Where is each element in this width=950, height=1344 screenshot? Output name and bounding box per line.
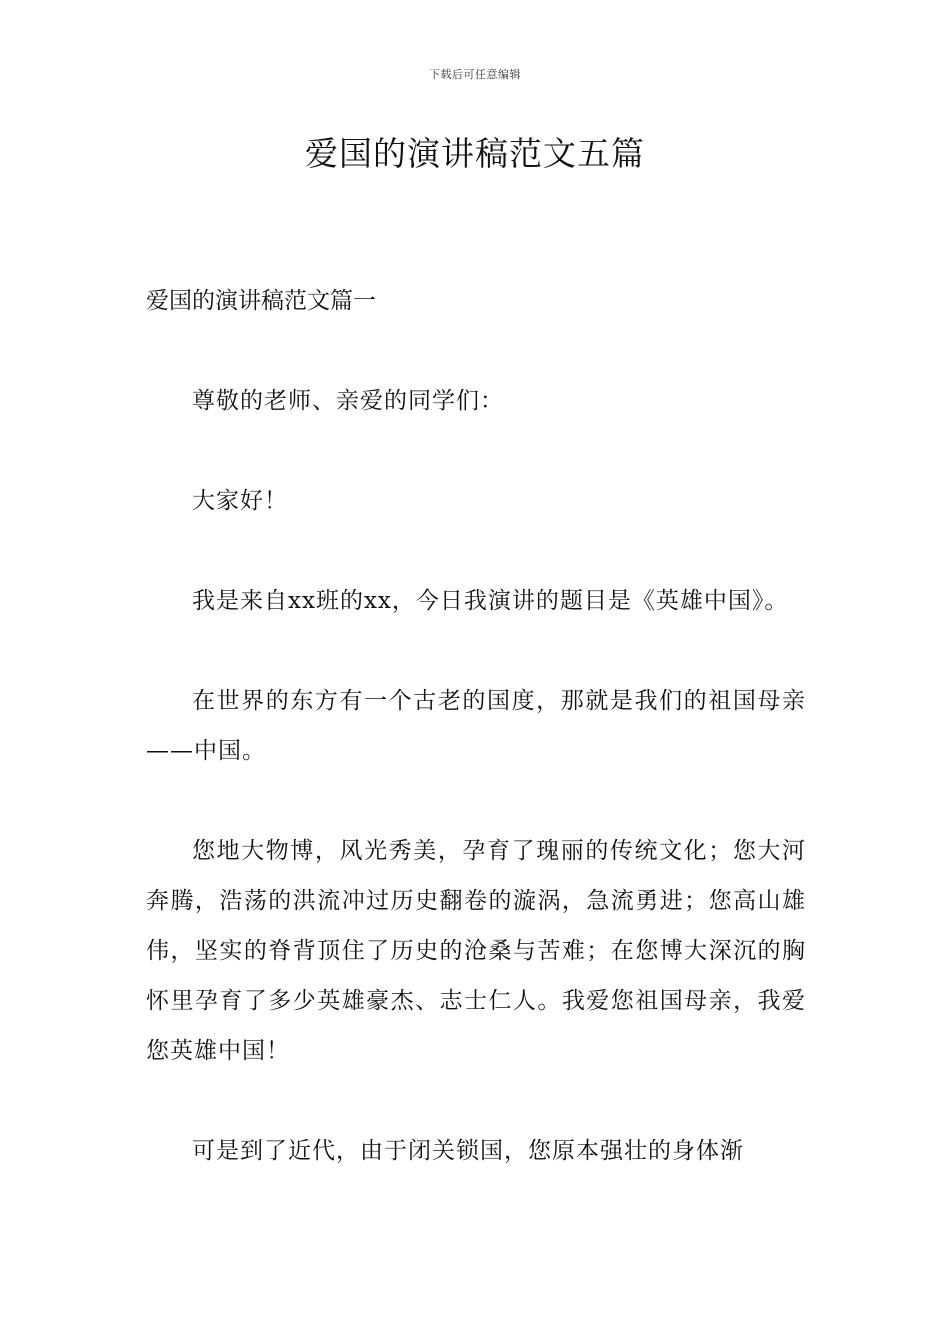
paragraph-modern-era: 可是到了近代，由于闭关锁国，您原本强壮的身体渐 bbox=[192, 1138, 744, 1164]
paragraph-hello: 大家好！ bbox=[192, 488, 288, 514]
paragraph-praise: 您地大物博，风光秀美，孕育了瑰丽的传统文化；您大河奔腾，浩荡的洪流冲过历史翻卷的漩涡，急流勇进；您高山雄伟，坚实的脊背顶住了历史的沧桑与苦难；在您博大深沉的胸怀里孕育了多少英雄豪杰、志士仁人。我爱您祖国母亲，我爱您英雄中国！ bbox=[146, 838, 806, 1064]
document-title: 爱国的演讲稿范文五篇 bbox=[305, 134, 645, 173]
header-note: 下载后可任意编辑 bbox=[429, 68, 521, 81]
paragraph-intro: 我是来自xx班的xx，今日我演讲的题目是《英雄中国》。 bbox=[192, 588, 789, 614]
document-body bbox=[146, 276, 806, 1176]
paragraph-greeting: 尊敬的老师、亲爱的同学们： bbox=[192, 388, 504, 414]
section-heading: 爱国的演讲稿范文篇一 bbox=[146, 288, 376, 314]
paragraph-motherland: 在世界的东方有一个古老的国度，那就是我们的祖国母亲——中国。 bbox=[146, 688, 806, 764]
